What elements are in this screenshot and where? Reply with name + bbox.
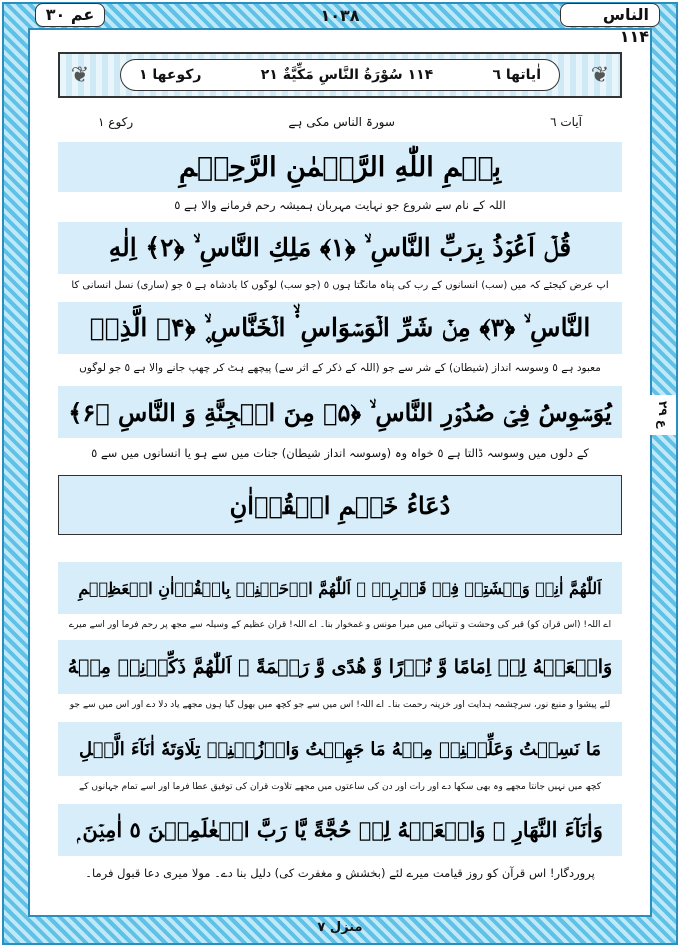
manzil-footer: منزل ۷ [317, 919, 363, 935]
verse-arabic: يُوَسۡوِسُ فِىۡ صُدُوۡرِ النَّاسِ ۙ ﴿۵﴾ مِنَ الۡجِنَّةِ وَ النَّاسِ ﴿۶﴾ [68, 397, 612, 427]
ruku-side-mark: ع ۲۹ [650, 395, 676, 435]
dua-title-box [58, 475, 622, 535]
verse-translation: کے دلوں میں وسوسہ ڈالتا ہے ٥ خواہ وہ (وسوسہ انداز شیطان) جنات میں سے ہو یا انسانوں میں سے ٥ [91, 446, 589, 460]
subinfo-title: سورۃ الناس مکی ہے [288, 115, 395, 129]
verse-arabic: النَّاسِ ۙ ﴿۳﴾ مِنۡ شَرِّ الۡوَسۡوَاسِ ۬ۙ الۡخَنَّاسِ ۪ۙ ﴿۴﴾ الَّذِىۡ [89, 313, 591, 342]
surah-banner-center [120, 59, 560, 91]
dua-translation: کچھ میں نہیں جانتا مجھے وہ بھی سکھا دے اور رات اور دن کی ساعتوں میں مجھے تلاوت قرآن کی توفیق عطا فرما اور اسے تمام جہانوں کے [78, 782, 601, 792]
dua-line [58, 722, 622, 776]
bismillah-band [58, 142, 622, 192]
dua-line [58, 640, 622, 694]
subinfo-ayat: آیات ٦ [550, 115, 582, 129]
dua-arabic: اَللّٰهُمَّ اٰنِسۡ وَحۡشَتِىۡ فِىۡ قَبۡرِىۡ ۭ اَللّٰهُمَّ ارۡحَمۡنِىۡ بِالۡقُرۡاٰنِ الۡعَظِيۡمِ [78, 578, 602, 598]
subinfo-ruku: رکوع ۱ [98, 115, 134, 129]
dua-translation: پروردگار! اس قرآن کو روز قیامت میرے لئے (بخشش و مغفرت کی) دلیل بنا دے۔ مولا میری دعا قبول فرما۔ [85, 866, 595, 880]
surah-tag: الناس ۱۱۴ [560, 4, 660, 26]
banner-ayat-count: اٰیاتھا ٦ [492, 67, 541, 83]
dua-arabic: وَاجۡعَلۡهُ لِىۡ اِمَامًا وَّ نُوۡرًا وَّ هُدًى وَّ رَحۡمَةً ۭ اَللّٰهُمَّ ذَكِّرۡنِىۡ مِنۡهُ [67, 656, 613, 678]
dua-translation: لئے پیشوا و منبع نور، سرچشمہ ہدایت اور خزینہ رحمت بنا۔ اے اللہ! اس میں سے جو کچھ میں بھول گیا ہوں مجھے یاد دلا دے اور اس میں سے جو [69, 700, 611, 710]
dua-line [58, 562, 622, 614]
banner-surah-title: ۱۱۴ سُوْرَةُ النَّاسِ مَكِّيَّةٌ ۲۱ [260, 67, 434, 83]
verse-arabic: قُلۡ اَعُوۡذُ بِرَبِّ النَّاسِ ۙ ﴿۱﴾ مَلِكِ النَّاسِ ۙ ﴿۲﴾ اِلٰهِ [108, 233, 572, 262]
dua-arabic: مَا نَسِيۡتُ وَعَلِّمۡنِىۡ مِنۡهُ مَا جَهِلۡتُ وَارۡزُقۡنِىۡ تِلَاوَتَهٗ اٰنَآءَ الَّيۡلِ [78, 738, 602, 760]
dua-line [58, 804, 622, 856]
surah-banner [58, 52, 622, 98]
verse-line [58, 302, 622, 354]
surah-subinfo [58, 110, 622, 134]
verse-translation: آپ عرض کیجئے کہ میں (سب) انسانوں کے رب کی پناہ مانگتا ہوں ٥ (جو سب) لوگوں کا بادشاہ ہے ٥ جو (ساری) نسل انسانی کا [71, 280, 609, 291]
juz-label: عم ۳۰ [20, 4, 120, 26]
verse-line [58, 386, 622, 438]
dua-arabic: وَاٰنَآءَ النَّهَارِ ۭ وَاجۡعَلۡهُ لِىۡ حُجَّةً يَّا رَبَّ الۡعٰلَمِيۡنَ ٥ اٰمِيۡنَ ۭ [77, 817, 603, 842]
dua-translation: اے اللہ! (اس قرآن کو) قبر کی وحشت و تنہائی میں میرا مونس و غمخوار بنا۔ اے اللہ! قرآن عظیم کے وسیلہ سے مجھ پر رحم فرما اور اسے میرے [68, 620, 612, 630]
verse-line [58, 222, 622, 274]
bismillah-translation: اللہ کے نام سے شروع جو نہایت مہربان ہمیشہ رحم فرمانے والا ہے ٥ [174, 198, 506, 212]
ornament-icon: ❦ [70, 62, 90, 88]
verse-translation: معبود ہے ٥ وسوسہ انداز (شیطان) کے شر سے جو (اللہ کے ذکر کے اثر سے) پیچھے ہٹ کر چھپ جانے والا ہے ٥ جو لوگوں [79, 362, 601, 374]
ornament-icon: ❦ [590, 62, 610, 88]
page-number: ۱۰۳۸ [320, 5, 360, 25]
banner-ruku-count: رکوعھا ۱ [139, 67, 202, 83]
dua-title: دُعَاءُ خَتۡمِ الۡقُرۡاٰنِ [229, 490, 451, 520]
bismillah: بِسۡمِ اللّٰهِ الرَّحۡمٰنِ الرَّحِيۡمِ [178, 151, 502, 183]
